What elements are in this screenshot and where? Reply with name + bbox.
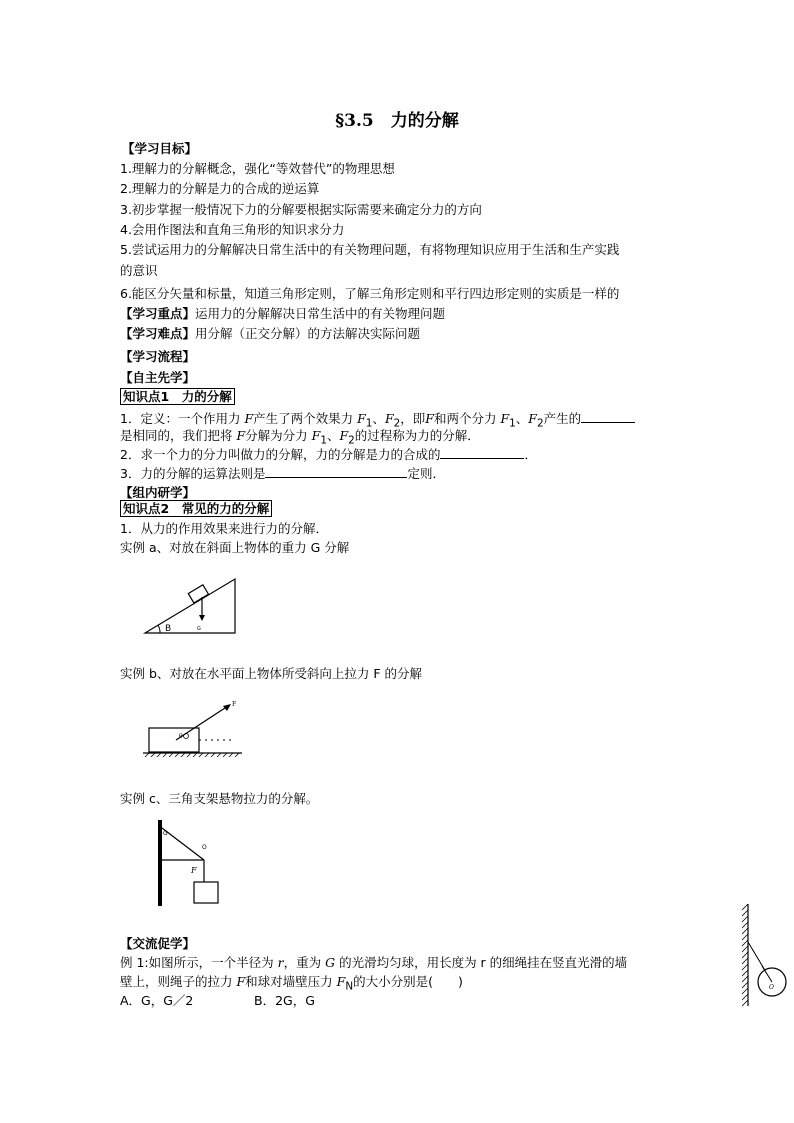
var: G — [325, 955, 336, 970]
knowledge1-title — [120, 389, 235, 405]
answer-blank[interactable] — [581, 410, 635, 423]
knowledge2-title — [120, 501, 272, 517]
sub: 1 — [509, 417, 516, 430]
sub: 2 — [393, 417, 401, 430]
example-b: 实例 b、对放在水平面上物体所受斜向上拉力 F 的分解 — [120, 666, 423, 681]
page-title: §3.5 力的分解 — [335, 111, 459, 131]
pull-block — [149, 728, 199, 752]
text: 产生的 — [543, 411, 582, 426]
knowledge1-title-box: 知识点1 力的分解 — [120, 388, 235, 405]
text: ，重为 — [283, 955, 326, 970]
difficulty-text: 用分解（正交分解）的方法解决实际问题 — [195, 326, 421, 341]
example1-line2 — [120, 974, 463, 995]
gravity-arrowhead — [199, 615, 205, 621]
angle-label: G — [163, 830, 168, 837]
objective-item: 1.理解力的分解概念，强化“等效替代”的物理思想 — [120, 161, 395, 176]
force-label: F — [232, 701, 237, 708]
difficulty — [120, 326, 420, 342]
text: 和两个分力 — [433, 411, 501, 426]
option-b: B．2G，G — [254, 993, 315, 1008]
incline-block — [188, 585, 208, 603]
point-label: O — [202, 844, 207, 851]
key-point-label: 【学习重点】 — [120, 306, 196, 321]
angle-arc — [158, 625, 160, 633]
pull-figure — [140, 698, 245, 764]
sub: N — [345, 980, 354, 993]
text: ，即 — [400, 411, 426, 426]
text: 例 1:如图所示，一个半径为 — [120, 955, 278, 970]
hanging-weight — [194, 882, 218, 903]
wall-post — [158, 820, 162, 906]
text: 、 — [515, 411, 529, 426]
example-a: 实例 a、对放在斜面上物体的重力 G 分解 — [120, 540, 350, 555]
var: F — [236, 428, 246, 443]
objective-item: 的意识 — [120, 263, 158, 278]
ball-wall-figure — [738, 902, 790, 1008]
text: 的大小分别是( ) — [353, 974, 463, 989]
knowledge2-line1: 1．从力的作用效果来进行力的分解． — [120, 521, 328, 536]
text: 2．求一个力的分力叫做力的分解，力的分解是力的合成的 — [120, 447, 441, 462]
objective-item: 2.理解力的分解是力的合成的逆运算 — [120, 181, 320, 196]
knowledge1-line3 — [120, 446, 537, 463]
key-point-text: 运用力的分解解决日常生活中的有关物理问题 — [195, 306, 446, 321]
center-label: O — [769, 984, 774, 991]
var: r — [277, 955, 284, 970]
self-study-heading: 【自主先学】 — [120, 370, 196, 385]
gravity-label: G — [197, 626, 201, 632]
var: F — [357, 411, 366, 426]
exchange-heading: 【交流促学】 — [120, 936, 196, 951]
objective-item: 4.会用作图法和直角三角形的知识求分力 — [120, 222, 345, 237]
var: F — [500, 411, 510, 426]
sub: 2 — [348, 434, 355, 447]
bracket-figure — [150, 818, 230, 908]
slanted-rod — [162, 828, 204, 860]
var: F — [384, 411, 394, 426]
objectives-heading: 【学习目标】 — [122, 141, 198, 156]
var: F — [339, 428, 349, 443]
text: 的光滑均匀球，用长度为 r 的细绳挂在竖直光滑的墙 — [335, 955, 628, 970]
example-c: 实例 c、三角支架悬物拉力的分解。 — [120, 791, 319, 806]
text: 的过程称为力的分解． — [354, 428, 480, 443]
sub: 1 — [365, 417, 373, 430]
wall-hatch — [742, 904, 748, 1006]
var: F — [311, 428, 321, 443]
text: ． — [524, 447, 537, 462]
text: 产生了两个效果力 — [253, 411, 358, 426]
text: 、 — [372, 411, 385, 426]
difficulty-label: 【学习难点】 — [120, 326, 196, 341]
sub: 1 — [320, 434, 327, 447]
knowledge2-title-box: 知识点2 常见的力的分解 — [120, 500, 272, 517]
angle-label: B — [165, 624, 172, 634]
pull-force-arrowhead — [223, 704, 231, 711]
text: 、 — [326, 428, 340, 443]
text: 和球对墙壁压力 — [245, 974, 337, 989]
option-a: A．G，G／2 — [120, 993, 194, 1008]
text: 壁上，则绳子的拉力 — [120, 974, 237, 989]
force-label: F — [191, 866, 197, 875]
example1-line1 — [120, 955, 627, 971]
theta-label: θ — [179, 733, 183, 740]
group-heading: 【组内研学】 — [120, 485, 196, 500]
var: F — [236, 974, 246, 989]
var: F — [425, 411, 434, 426]
text: 3．力的分解的运算法则是 — [120, 466, 266, 481]
key-point — [120, 306, 445, 322]
answer-blank[interactable] — [440, 446, 524, 459]
objective-item: 6.能区分矢量和标量，知道三角形定则，了解三角形定则和平行四边形定则的实质是一样的 — [120, 286, 620, 301]
text: 定则． — [407, 466, 445, 481]
objective-item: 3.初步掌握一般情况下力的分解要根据实际需要来确定分力的方向 — [120, 202, 482, 217]
var: F — [528, 411, 537, 426]
knowledge1-line4 — [120, 465, 445, 482]
var: F — [336, 974, 346, 989]
sub: 2 — [536, 417, 544, 430]
incline-figure — [140, 575, 240, 637]
var: F — [244, 411, 254, 426]
objective-item: 5.尝试运用力的分解解决日常生活中的有关物理问题，有将物理知识应用于生活和生产实践 — [120, 242, 620, 257]
text: 1．定义：一个作用力 — [120, 411, 245, 426]
text: 分解为分力 — [245, 428, 312, 443]
text: 是相同的，我们把将 — [120, 428, 237, 443]
answer-blank[interactable] — [265, 465, 407, 478]
process-heading: 【学习流程】 — [120, 349, 196, 364]
